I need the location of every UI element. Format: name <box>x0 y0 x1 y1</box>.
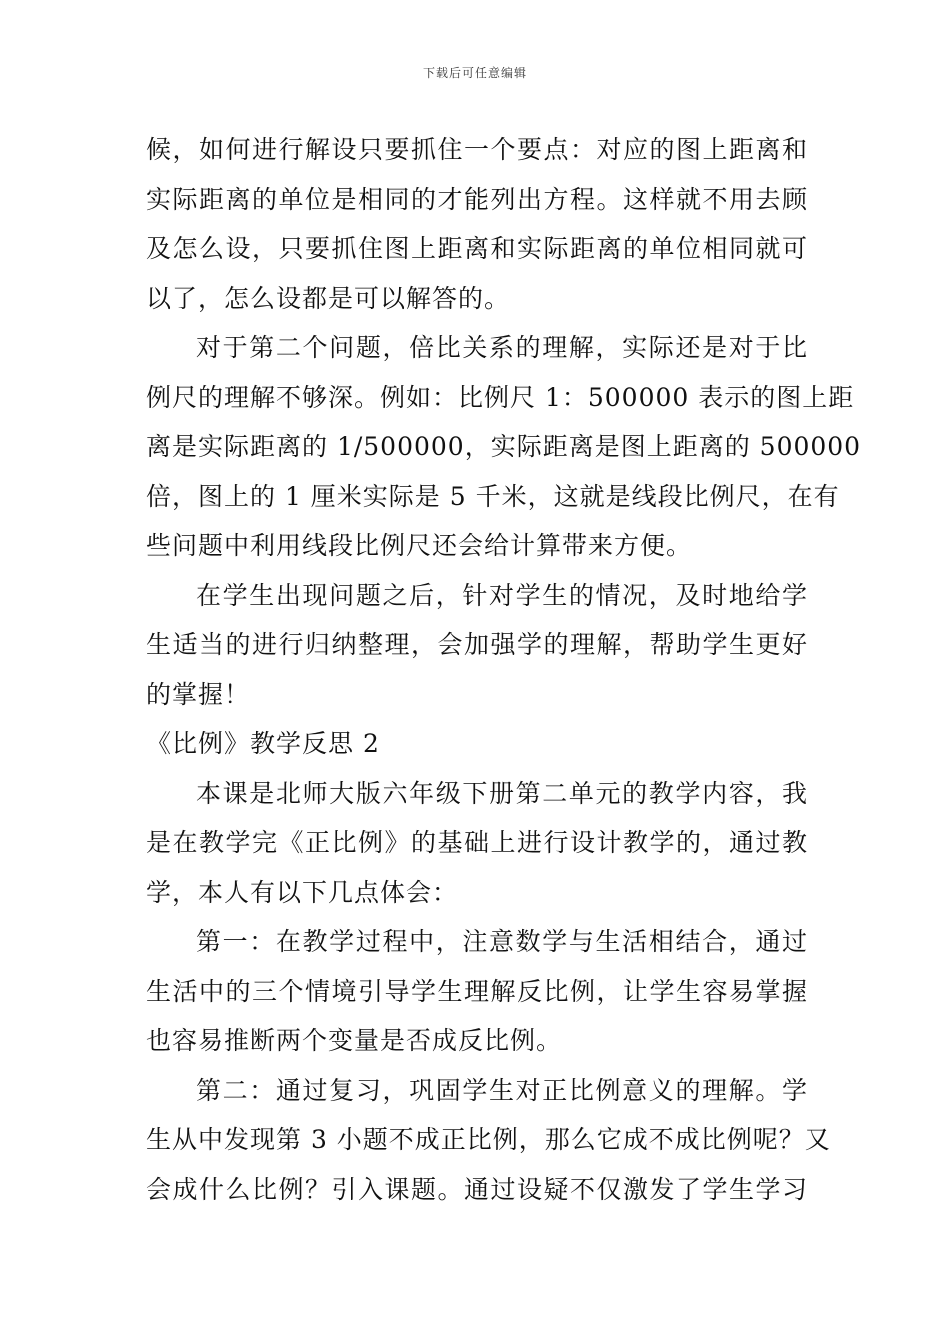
text-line: 会成什么比例？引入课题。通过设疑不仅激发了学生学习 <box>146 1174 808 1204</box>
text-line: 例尺的理解不够深。例如：比例尺 1：500000 表示的图上距 <box>146 382 855 412</box>
paragraph <box>146 769 808 918</box>
text-line: 第二：通过复习，巩固学生对正比例意义的理解。学 <box>196 1075 808 1105</box>
paragraph <box>146 125 808 323</box>
document-body <box>146 125 862 1214</box>
paragraph <box>146 571 808 720</box>
text-line: 是在教学完《正比例》的基础上进行设计教学的，通过教 <box>146 828 808 857</box>
text-line: 学，本人有以下几点体会： <box>146 877 459 907</box>
text-line: 第一：在教学过程中，注意数学与生活相结合，通过 <box>196 927 808 956</box>
text-line: 及怎么设，只要抓住图上距离和实际距离的单位相同就可 <box>146 234 808 263</box>
paragraph <box>146 1066 831 1215</box>
text-line: 以了，怎么设都是可以解答的。 <box>146 283 511 313</box>
text-line: 也容易推断两个变量是否成反比例。 <box>146 1026 563 1055</box>
text-line: 倍，图上的 1 厘米实际是 5 千米，这就是线段比例尺，在有 <box>146 481 840 511</box>
text-line: 的掌握！ <box>146 679 251 709</box>
text-line: 离是实际距离的 1/500000，实际距离是图上距离的 500000 <box>146 432 862 461</box>
text-line: 实际距离的单位是相同的才能列出方程。这样就不用去顾 <box>146 184 808 214</box>
text-line: 生活中的三个情境引导学生理解反比例，让学生容易掌握 <box>146 976 808 1006</box>
text-line: 本课是北师大版六年级下册第二单元的教学内容，我 <box>196 778 808 808</box>
text-line: 生适当的进行归纳整理，会加强学的理解，帮助学生更好 <box>146 630 808 659</box>
text-line: 生从中发现第 3 小题不成正比例，那么它成不成比例呢？又 <box>146 1125 831 1154</box>
text-line: 对于第二个问题，倍比关系的理解，实际还是对于比 <box>196 333 808 362</box>
text-line: 些问题中利用线段比例尺还会给计算带来方便。 <box>146 531 693 560</box>
paragraph <box>146 323 862 571</box>
paragraph <box>146 917 808 1066</box>
page-header: 下载后可任意编辑 <box>422 66 527 80</box>
text-line: 在学生出现问题之后，针对学生的情况，及时地给学 <box>196 580 808 610</box>
text-line: 候，如何进行解设只要抓住一个要点：对应的图上距离和 <box>146 135 808 164</box>
section-heading: 《比例》教学反思 2 <box>146 729 380 758</box>
